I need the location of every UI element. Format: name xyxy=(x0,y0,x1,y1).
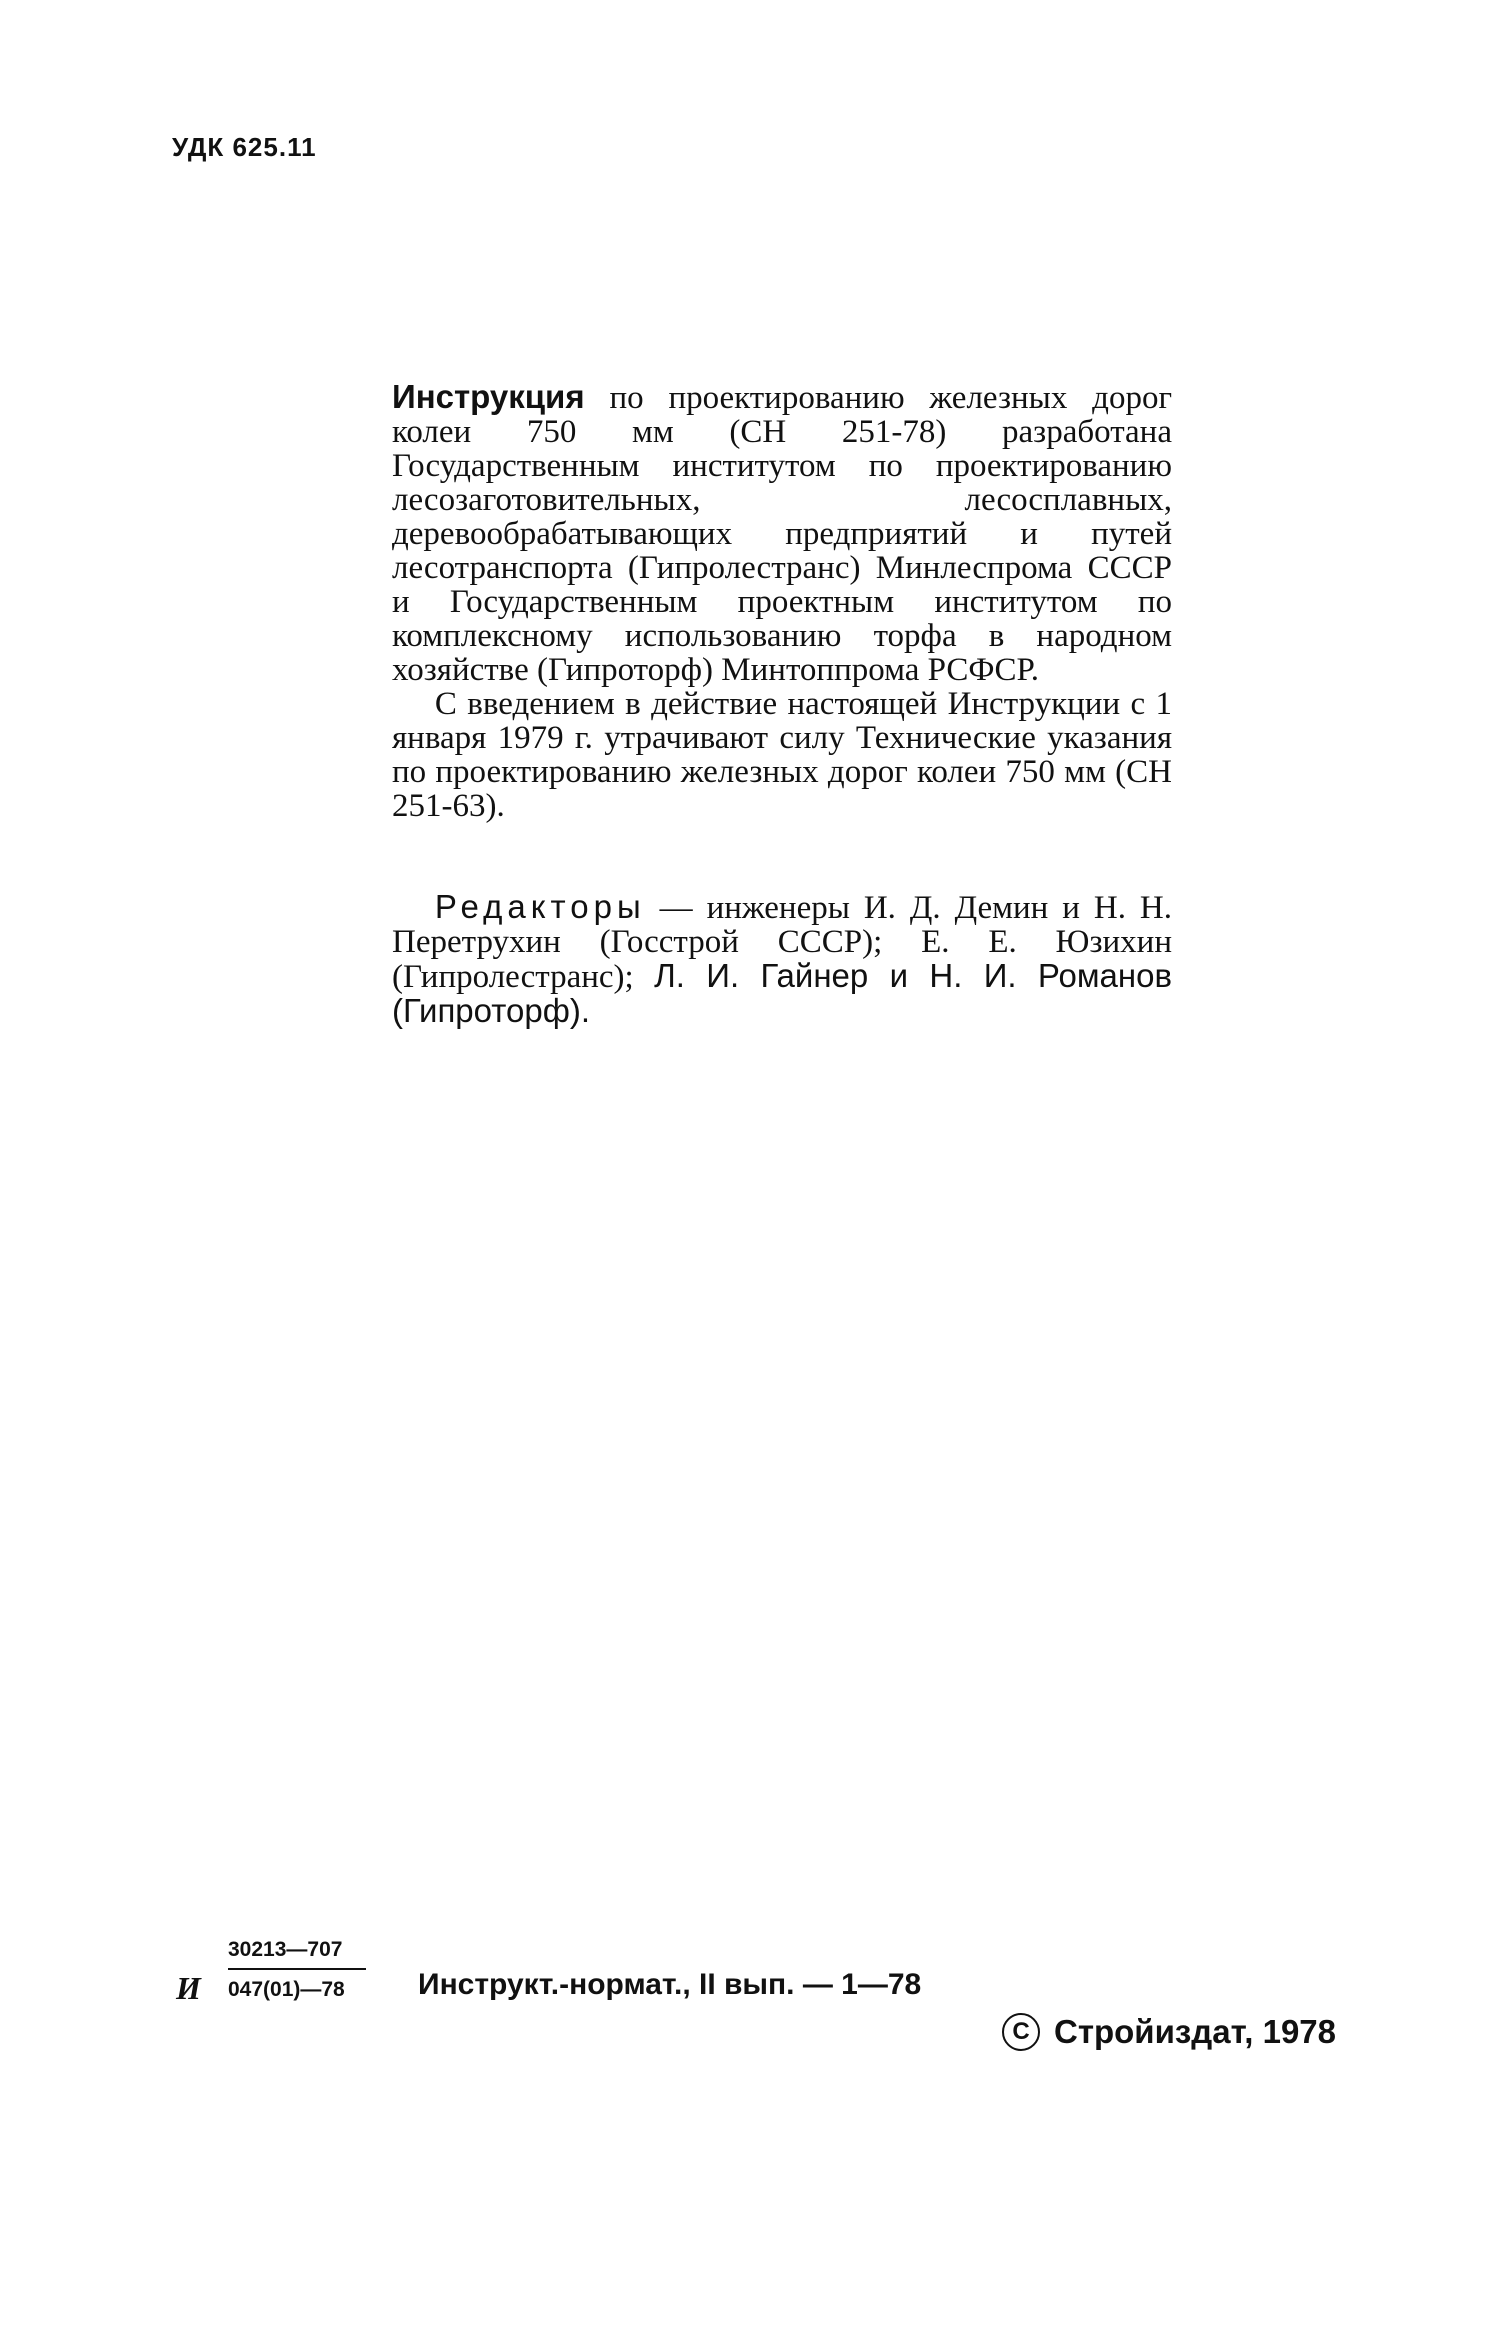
annotation-paragraph-1 xyxy=(392,380,1172,687)
imprint-denominator: 047(01)—78 xyxy=(228,1978,345,2001)
editors-names: инженеры И. Д. Демин и Н. Н. Перетрухин (Госстрой СССР); Е. Е. Юзихин (Гипролестранс); xyxy=(392,890,1173,995)
editors-label: Редакторы xyxy=(434,888,646,925)
editors-names-bold: Л. И. Гайнер и Н. И. Романов (Гипроторф). xyxy=(392,957,1172,1029)
annotation-paragraph-2: С введением в действие настоящей Инструкции с 1 января 1979 г. утрачивают силу Технические указания по проектированию железных дорог колеи 750 мм (СН 251-63). xyxy=(392,686,1172,824)
editors-credit xyxy=(392,890,1172,1029)
publisher-year: Стройиздат, 1978 xyxy=(1054,2013,1337,2050)
imprint-index-letter: И xyxy=(176,1970,201,2006)
udk-code: УДК 625.11 xyxy=(172,132,317,162)
annotation-lead-word: Инструкция xyxy=(392,378,585,415)
imprint-fraction xyxy=(228,1938,378,2002)
imprint-series: Инструкт.-нормат., II вып. — 1—78 xyxy=(418,1968,922,2001)
copyright-line xyxy=(1002,2013,1336,2051)
annotation-paragraph-1-body: по проектированию железных дорог колеи 750 мм (СН 251-78) разработана Государственным институтом по проектированию лесозаготовительных, лесосплавных, деревообрабатывающих предприятий и путей лесотранспорта (Гипролестранс) Минлеспрома СССР и Государственным проектным институтом по комплексному использованию торфа в народном хозяйстве (Гипроторф) Минтоппрома РСФСР. xyxy=(392,380,1172,688)
imprint-numerator: 30213—707 xyxy=(228,1938,343,1961)
annotation-text xyxy=(392,380,1172,823)
editors-paragraph xyxy=(392,890,1172,1029)
editors-dash: — xyxy=(645,890,707,926)
copyright-icon: C xyxy=(1002,2013,1040,2051)
